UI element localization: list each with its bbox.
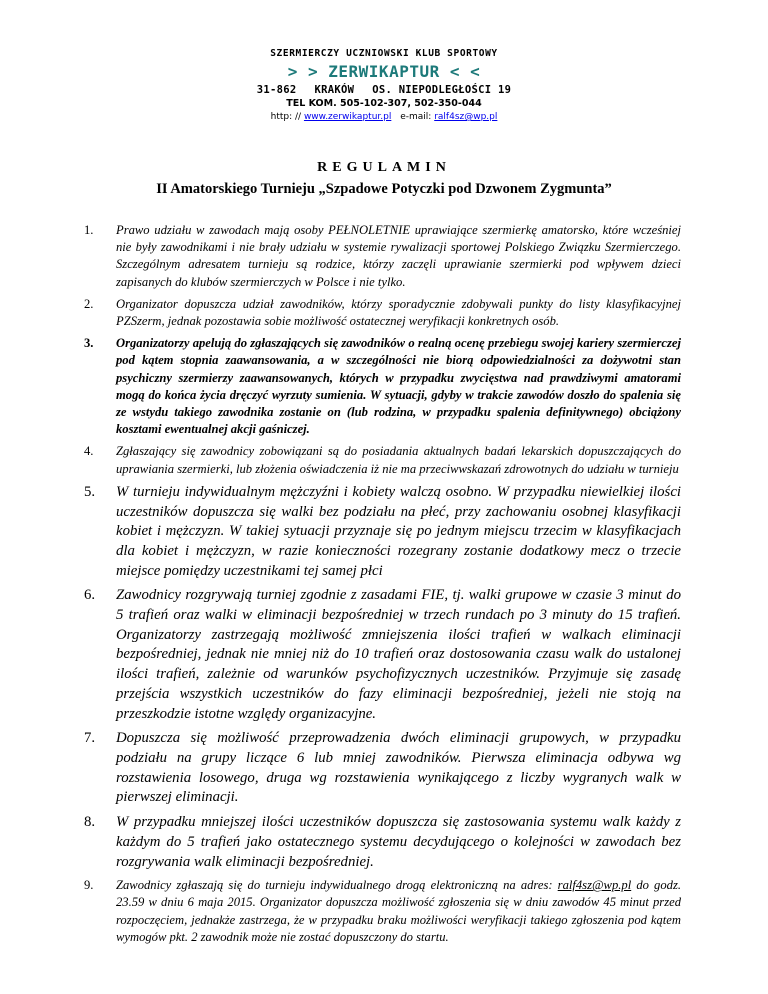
- rule-item: [84, 729, 681, 808]
- club-brand: > > ZERWIKAPTUR < <: [287, 62, 481, 81]
- http-label: http: //: [270, 112, 302, 122]
- rule-text-before: Zawodnicy zgłaszają się do turnieju indywidualnego drogą elektroniczną na adres:: [116, 878, 558, 893]
- rule-item: [84, 296, 681, 330]
- rule-number: 8.: [84, 814, 96, 831]
- rule-text: Zawodnicy rozgrywają turniej zgodnie z zasadami FIE, tj. walki grupowe w czasie 3 minut do 5 trafień oraz walki w eliminacji bezpośredniej w trzech rundach po 3 minuty do 15 trafień. Organizatorzy zastrzegają możliwość zmniejszenia ilości trafień w walkach eliminacji bezpośredniej, jednak nie mniej niż do 10 trafień oraz dostosowania czasu walk do ustalonej ilości trafień, zależnie od warunków psychofizycznych uczestników. Przyjmuje się zasadę przejścia wszystkich uczestników do fazy eliminacji bezpośredniej, jeżeli nie stoją na przeszkodzie istotne względy organizacyjne.: [116, 587, 681, 722]
- document-subtitle: II Amatorskiego Turnieju „Szpadowe Potyczki pod Dzwonem Zygmunta”: [156, 181, 612, 197]
- rule-item: [84, 813, 681, 872]
- rule-text-after: do godz. 23.59 w dniu 6 maja 2015. Organizator dopuszcza możliwość zgłoszenia się w dniu zawodów 45 minut przed rozpoczęciem, jednakże zastrzega, że w przypadku braku możliwości weryfikacji takiego zgłoszenia pod kątem wymogów pkt. 2 zawodnik może nie zostać dopuszczony do startu.: [116, 878, 681, 944]
- rule-text: Organizator dopuszcza udział zawodników, którzy sporadycznie zdobywali punkty do listy klasyfikacyjnej PZSzerm, jednak pozostawia sobie możliwość ostatecznej weryfikacji konkretnych osób.: [116, 296, 681, 329]
- rule-text: W turnieju indywidualnym mężczyźni i kobiety walczą osobno. W przypadku niewielkiej ilości uczestników dopuszcza się walki bez podziału na płeć, przy zachowaniu osobnej klasyfikacji kobiet i mężczyzn. W takiej sytuacji przyznaje się po jednym miejscu trzecim w klasyfikacjach dla kobiet i mężczyzn, w razie konieczności rozegrany zostanie dodatkowy mecz o trzecie miejsce pomiędzy uczestnikami tej samej płci: [116, 483, 681, 579]
- rule-number: 3.: [84, 336, 94, 351]
- rule-item: [84, 877, 681, 946]
- rule-item: [84, 335, 681, 438]
- club-contact: [0, 112, 768, 122]
- rule-text: Zgłaszający się zawodnicy zobowiązani są do posiadania aktualnych badań lekarskich dopuszczających do uprawiania szermierki, lub złożenia oświadczenia iż nie ma przeciwwskazań zdrowotnych do udziału w turnieju: [116, 444, 681, 476]
- rule-text: Dopuszcza się możliwość przeprowadzenia dwóch eliminacji grupowych, w przypadku podziału na grupy liczące 6 lub mniej zawodników. Pierwsza eliminacja odbywa wg rozstawienia losowego, druga wg rozstawienia wynikającego z liczby wygranych walk w pierwszej eliminacji.: [116, 730, 681, 806]
- rule-number: 6.: [84, 587, 96, 604]
- email-link[interactable]: ralf4sz@wp.pl: [434, 112, 498, 122]
- email-label: e-mail:: [400, 112, 432, 122]
- rule-item: [84, 443, 681, 477]
- rule-item: [84, 222, 681, 291]
- rule-number: 2.: [84, 296, 94, 311]
- rules-list: [84, 222, 681, 951]
- website-link[interactable]: www.zerwikaptur.pl: [303, 112, 392, 122]
- rule-text: W przypadku mniejszej ilości uczestników dopuszcza się zastosowania systemu walk każdy z każdym do 5 trafień jako ostatecznego systemu decydującego o kolejności w zawodach bez rozgrywania walk eliminacji bezpośredniej.: [116, 814, 681, 870]
- rule-text: [116, 878, 681, 944]
- club-phone: TEL KOM. 505-102-307, 502-350-044: [286, 98, 482, 109]
- rule-item: [84, 586, 681, 724]
- rule-text: Organizatorzy apelują do zgłaszających się zawodników o realną ocenę przebiegu swojej kariery szermierczej pod kątem stopnia zaawansowania, a w szczególności nie biorą odpowiedzialności za dożywotni stan psychiczny szermierzy zaawansowanych, których w przypadku zwycięstwa nad prawdziwymi amatorami mogą do końca życia dręczyć wyrzuty sumienia. W sytuacji, gdyby w trakcie zawodów doszło do spalenia się ze wstydu takiego zawodnika zostanie on (lub rodzina, w przypadku spalenia definitywnego) obciążony kosztami ewentualnej akcji gaśniczej.: [116, 336, 681, 437]
- rule-text: Prawo udziału w zawodach mają osoby PEŁNOLETNIE uprawiające szermierkę amatorsko, które wcześniej nie były zawodnikami i nie brały udziału w systemie rywalizacji sportowej Polskiego Związku Szermierczego. Szczególnym adresatem turnieju są rodzice, którzy zaczęli uprawianie szermierki pod wpływem dzieci zapisanych do klubów szermierczych w Polsce i nie tylko.: [116, 223, 681, 289]
- rule-number: 4.: [84, 444, 94, 459]
- street: OS. NIEPODLEGŁOŚCI 19: [372, 84, 512, 96]
- club-address: [0, 84, 768, 96]
- postal-code: 31-862: [256, 84, 297, 96]
- rule-number: 7.: [84, 730, 96, 747]
- city: KRAKÓW: [314, 84, 355, 96]
- rule-number: 9.: [84, 878, 94, 893]
- registration-email-link[interactable]: ralf4sz@wp.pl: [557, 878, 632, 893]
- rule-number: 5.: [84, 483, 96, 500]
- rule-number: 1.: [84, 223, 94, 237]
- club-name: SZERMIERCZY UCZNIOWSKI KLUB SPORTOWY: [270, 48, 498, 59]
- rule-item: [84, 483, 681, 582]
- document-title: REGULAMIN: [317, 160, 451, 175]
